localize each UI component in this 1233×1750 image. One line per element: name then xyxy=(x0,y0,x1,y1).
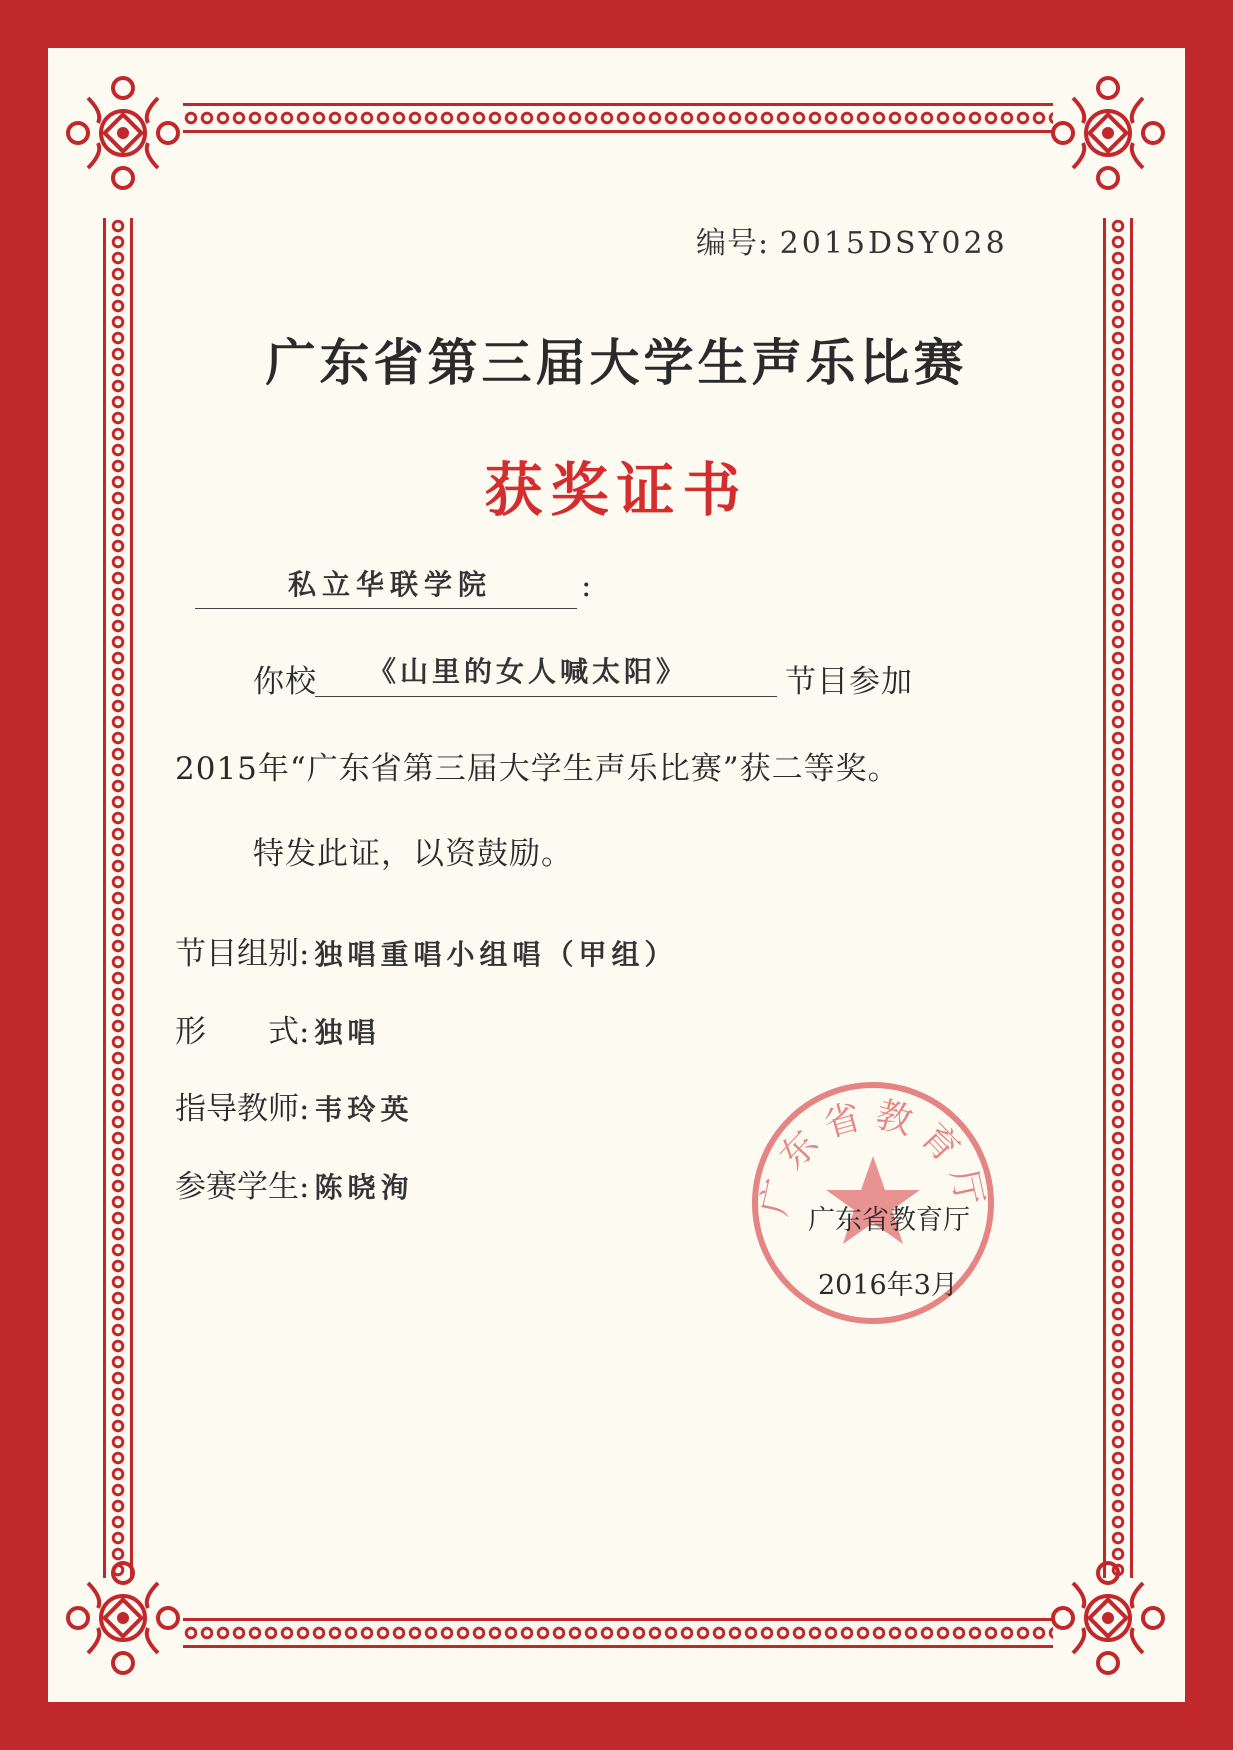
ornament-corner-icon xyxy=(58,1553,188,1683)
issuer-name: 广东省教育厅 xyxy=(808,1205,970,1236)
program-name: 《山里的女人喊太阳》 xyxy=(368,655,689,688)
line1-suffix: 节目参加 xyxy=(785,664,913,700)
field-format xyxy=(175,1006,381,1051)
award-statement: 2015年“广东省第三届大学生声乐比赛”获二等奖。 xyxy=(175,751,900,787)
ornament-corner-icon xyxy=(58,68,188,198)
left-ornament-border xyxy=(103,218,133,1578)
recipient-name: 私立华联学院 xyxy=(288,568,493,601)
top-ornament-border xyxy=(183,103,1053,133)
field-label: 参赛学生: xyxy=(175,1169,310,1205)
issue-date: 2016年3月 xyxy=(818,1270,958,1301)
bottom-ornament-border xyxy=(183,1618,1053,1648)
right-ornament-border xyxy=(1103,218,1133,1578)
field-program-group xyxy=(175,928,678,973)
field-value: 独唱 xyxy=(314,1016,381,1049)
serial-value: 2015DSY028 xyxy=(779,226,1008,261)
field-label: 节目组别: xyxy=(175,936,310,972)
serial-label: 编号: xyxy=(696,226,770,261)
seal-text: 广东省教育厅 xyxy=(753,1094,993,1220)
field-label: 形 式: xyxy=(175,1014,310,1050)
field-student xyxy=(175,1161,414,1206)
serial-number xyxy=(696,218,1008,262)
field-value: 韦玲英 xyxy=(314,1093,414,1126)
certificate-title: 广东省第三届大学生声乐比赛 xyxy=(265,333,968,392)
recipient-colon: : xyxy=(581,568,593,604)
field-label: 指导教师: xyxy=(175,1091,310,1127)
certificate-body xyxy=(48,48,1185,1702)
field-value: 陈晓洵 xyxy=(314,1171,414,1204)
certificate-subtitle: 获奖证书 xyxy=(484,456,749,524)
line1-prefix: 你校 xyxy=(253,664,317,700)
ornament-corner-icon xyxy=(1043,68,1173,198)
field-value: 独唱重唱小组唱（甲组） xyxy=(314,938,678,971)
field-instructor xyxy=(175,1083,414,1128)
ornament-corner-icon xyxy=(1043,1553,1173,1683)
encouragement-statement: 特发此证，以资鼓励。 xyxy=(253,836,573,872)
